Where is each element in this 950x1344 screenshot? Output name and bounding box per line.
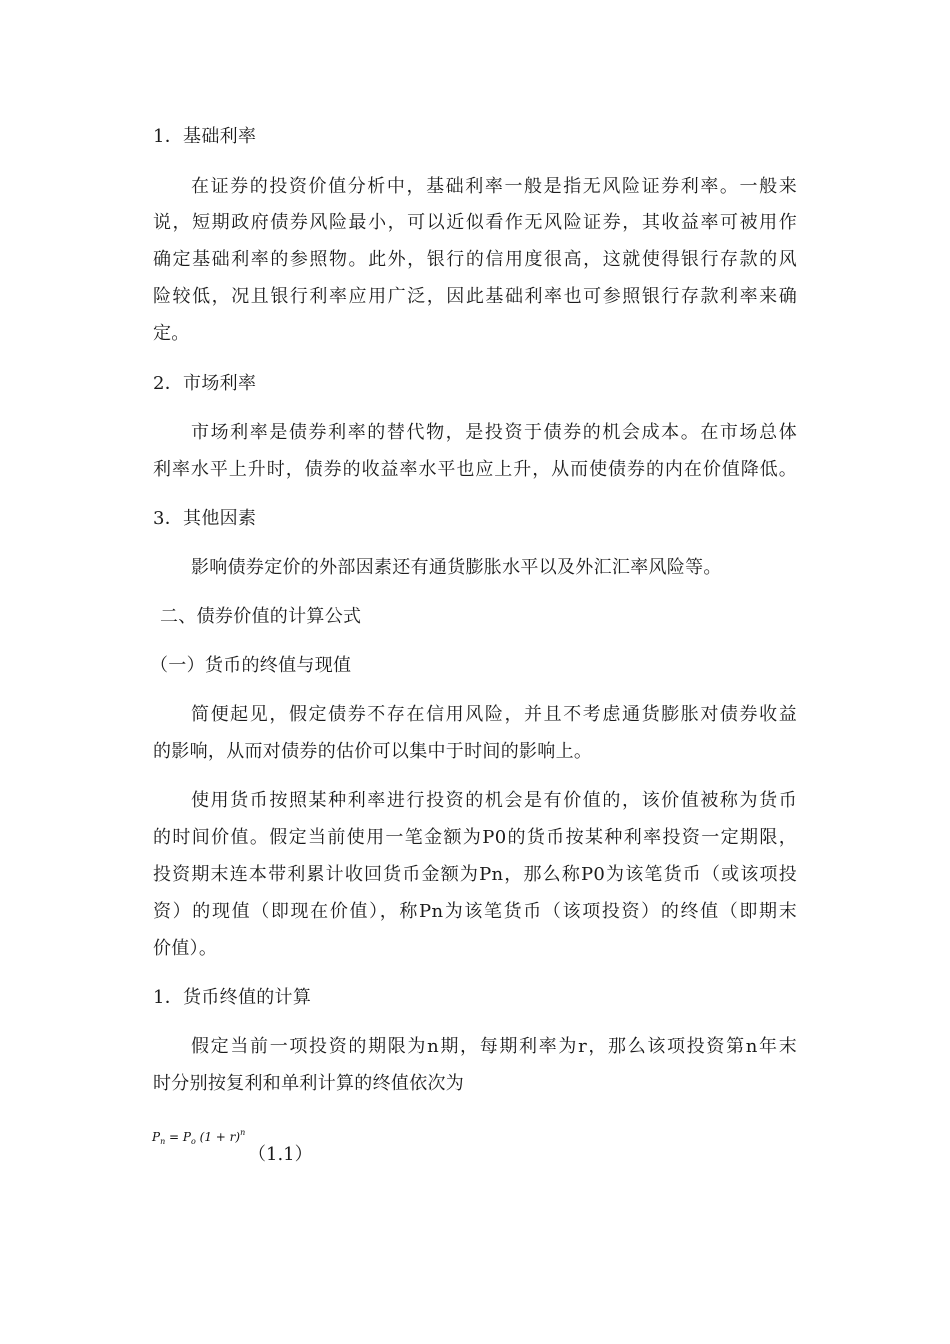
paragraph-line: 影响债券定价的外部因素还有通货膨胀水平以及外汇汇率风险等。 xyxy=(191,557,722,578)
paragraph-line: 简便起见，假定债券不存在信用风险，并且不考虑通货膨胀对债券收益 xyxy=(191,704,797,725)
paragraph-line: 在证券的投资价值分析中，基础利率一般是指无风险证券利率。一般来 xyxy=(191,176,797,197)
formula-equals: = xyxy=(165,1130,183,1144)
formula-lhs-subscript: n xyxy=(160,1137,166,1146)
paragraph-line: 的时间价值。假定当前使用一笔金额为P0的货币按某种利率投资一定期限， xyxy=(153,827,797,848)
subsection-heading-future-value-calc: 1．货币终值的计算 xyxy=(153,987,312,1008)
formula-lhs: P xyxy=(152,1130,161,1144)
paragraph-line: 投资期末连本带利累计收回货币金额为Pn，那么称P0为该笔货币（或该项投 xyxy=(153,864,797,885)
paragraph-line: 时分别按复利和单利计算的终值依次为 xyxy=(153,1073,465,1094)
formula-exponent: n xyxy=(240,1128,246,1137)
paragraph-line: 资）的现值（即现在价值），称Pn为该笔货币（该项投资）的终值（即期末 xyxy=(153,901,797,922)
equation-number: （1.1） xyxy=(248,1144,313,1165)
subsection-heading-future-present-value: （一）货币的终值与现值 xyxy=(150,655,352,676)
paragraph-line: 险较低，况且银行利率应用广泛，因此基础利率也可参照银行存款利率来确 xyxy=(153,286,797,307)
section-heading-other-factors: 3．其他因素 xyxy=(153,508,257,529)
paragraph-line: 利率水平上升时，债券的收益率水平也应上升，从而使债券的内在价值降低。 xyxy=(153,459,797,480)
formula-rhs-subscript: o xyxy=(191,1137,196,1146)
formula-paren: (1 + r) xyxy=(195,1130,241,1144)
compound-interest-formula xyxy=(152,1126,245,1149)
section-heading-base-rate: 1．基础利率 xyxy=(153,126,257,147)
section-heading-market-rate: 2．市场利率 xyxy=(153,373,257,394)
paragraph-line: 使用货币按照某种利率进行投资的机会是有价值的，该价值被称为货币 xyxy=(191,790,797,811)
paragraph-line: 假定当前一项投资的期限为n期，每期利率为r，那么该项投资第n年末 xyxy=(191,1036,797,1057)
paragraph-line: 确定基础利率的参照物。此外，银行的信用度很高，这就使得银行存款的风 xyxy=(153,249,797,270)
part-heading-bond-value-formula: 二、债券价值的计算公式 xyxy=(160,606,362,627)
formula-rhs: P xyxy=(182,1130,191,1144)
paragraph-line: 价值）。 xyxy=(153,938,218,959)
paragraph-line: 市场利率是债券利率的替代物，是投资于债券的机会成本。在市场总体 xyxy=(191,422,797,443)
paragraph-line: 说，短期政府债券风险最小，可以近似看作无风险证券，其收益率可被用作 xyxy=(153,212,797,233)
paragraph-line: 的影响，从而对债券的估价可以集中于时间的影响上。 xyxy=(153,741,593,762)
paragraph-line: 定。 xyxy=(153,323,190,344)
